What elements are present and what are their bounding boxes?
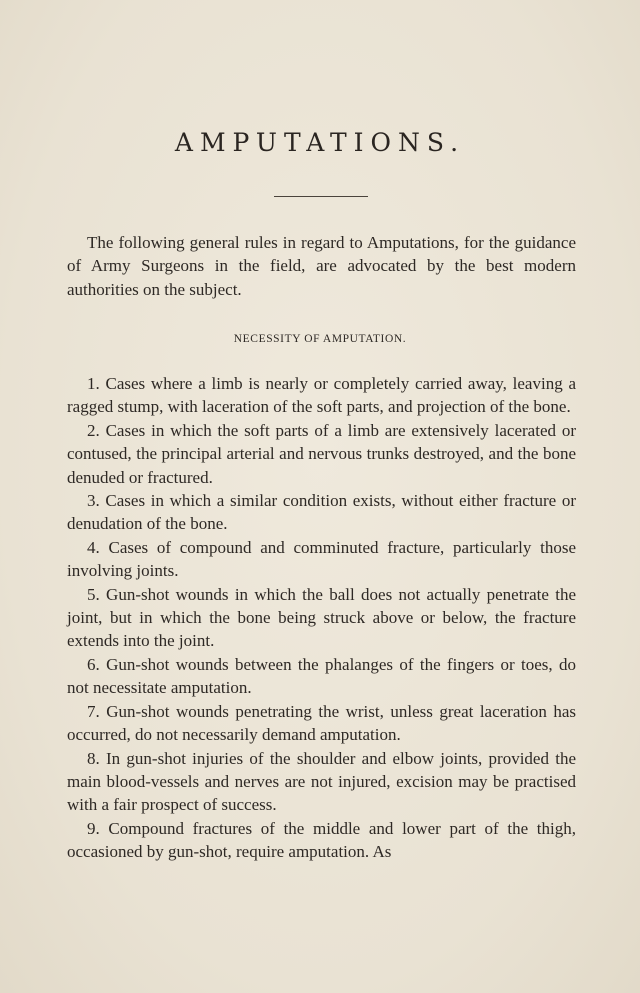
title-divider xyxy=(274,196,368,197)
rule-item: 5. Gun-shot wounds in which the ball does not actually penetrate the joint, but in which the bone being struck above or below, the fracture extends into the joint. xyxy=(67,584,576,651)
rule-item: 3. Cases in which a similar condition exists, without either fracture or denudation of the bone. xyxy=(67,491,576,534)
intro-paragraph: The following general rules in regard to Amputations, for the guidance of Army Surgeons in the field, are advocated by the best modern authorities on the subject. xyxy=(67,233,576,299)
rule-item: 1. Cases where a limb is nearly or completely carried away, leaving a ragged stump, with laceration of the soft parts, and projection of the bone. xyxy=(67,374,576,417)
rule-item: 8. In gun-shot injuries of the shoulder and elbow joints, provided the main blood-vessels and nerves are not injured, excision may be practised with a fair prospect of success. xyxy=(67,748,576,815)
rules-list xyxy=(67,372,576,864)
rule-item: 2. Cases in which the soft parts of a limb are extensively lacerated or contused, the principal arterial and nervous trunks destroyed, and the bone denuded or fractured. xyxy=(67,420,576,487)
section-heading: NECESSITY OF AMPUTATION. xyxy=(233,333,407,345)
rule-item: 7. Gun-shot wounds penetrating the wrist, unless great laceration has occurred, do not necessarily demand amputation. xyxy=(67,701,576,745)
rule-item: 4. Cases of compound and comminuted fracture, particularly those involving joints. xyxy=(67,537,576,581)
rule-item: 6. Gun-shot wounds between the phalanges of the fingers or toes, do not necessitate amputation. xyxy=(67,654,576,698)
rule-item: 9. Compound fractures of the middle and lower part of the thigh, occasioned by gun-shot, require amputation. As xyxy=(67,818,576,862)
page-title: AMPUTATIONS. xyxy=(174,128,466,157)
